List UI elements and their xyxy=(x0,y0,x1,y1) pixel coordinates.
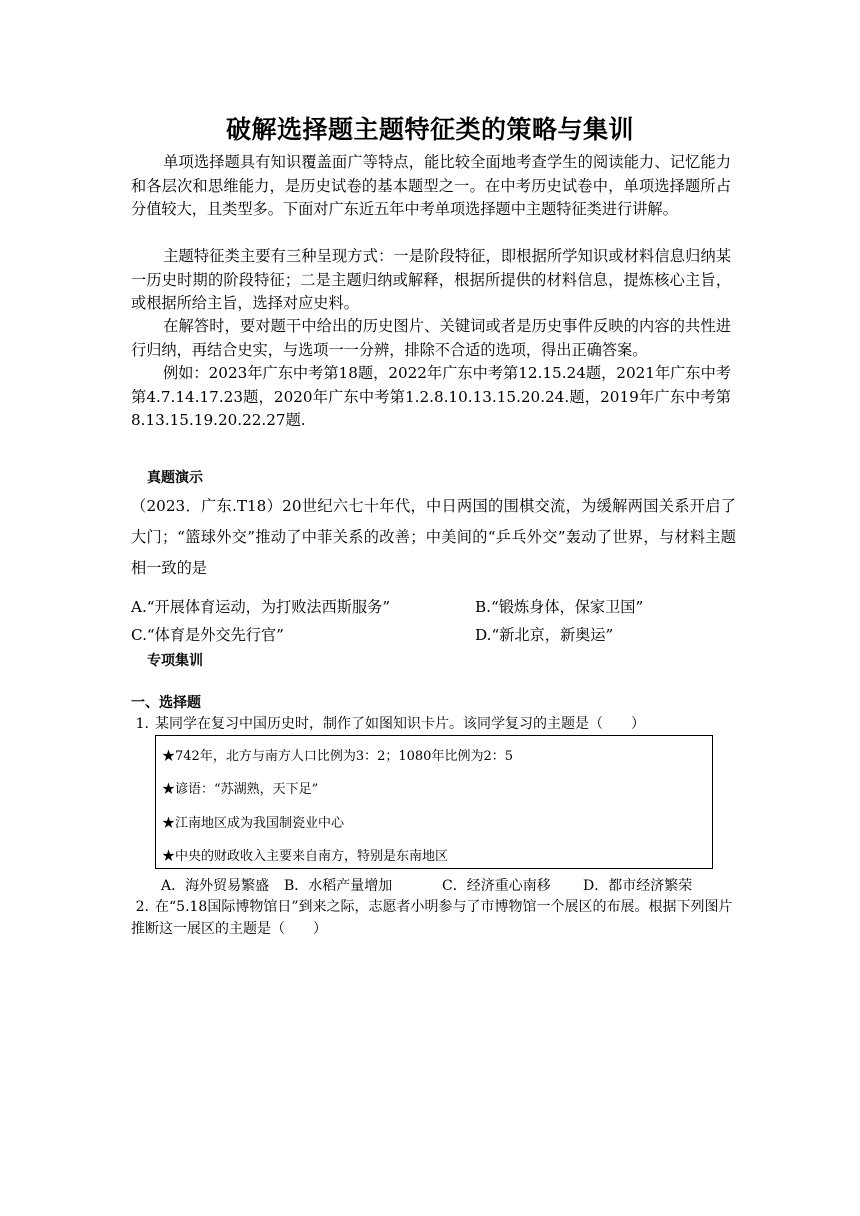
question-1-number: 1. xyxy=(135,716,149,732)
q1-option-d: D．都市经济繁荣 xyxy=(583,878,693,894)
card-line-1: ★742年，北方与南方人口比例为3：2；1080年比例为2：5 xyxy=(162,749,513,764)
question-2 xyxy=(131,896,736,940)
intro-text-1: 单项选择题具有知识覆盖面广等特点，能比较全面地考查学生的阅读能力、记忆能力和各层次和思维能力，是历史试卷的基本题型之一。在中考历史试卷中，单项选择题所占分值较大，且类型多。下面对广东近五年中考单项选择题中主题特征类进行讲解。 xyxy=(131,153,731,218)
knowledge-card xyxy=(155,735,713,869)
question-1 xyxy=(131,713,736,735)
q1-option-c: C．经济重心南移 xyxy=(442,878,551,894)
intro-text-2: 主题特征类主要有三种呈现方式：一是阶段特征，即根据所学知识或材料信息归纳某一历史时期的阶段特征；二是主题归纳或解释，根据所提供的材料信息，提炼核心主旨，或根据所给主旨，选择对应史料。 xyxy=(131,247,731,312)
demo-option-a: A.“开展体育运动，为打败法西斯服务” xyxy=(131,598,391,616)
q1-option-a: A．海外贸易繁盛 xyxy=(161,878,270,894)
question-1-stem: 某同学在复习中国历史时，制作了如图知识卡片。该同学复习的主题是（ ） xyxy=(155,716,645,732)
intro-text-3: 在解答时，要对题干中给出的历史图片、关键词或者是历史事件反映的内容的共性进行归纳，再结合史实，与选项一一分辨，排除不合适的选项，得出正确答案。 xyxy=(131,317,731,359)
section-heading: 一、选择题 xyxy=(131,695,201,711)
card-line-3: ★江南地区成为我国制瓷业中心 xyxy=(162,816,345,831)
question-2-stem: 在“5.18国际博物馆日”到来之际，志愿者小明参与了市博物馆一个展区的布展。根据下列图片推断这一展区的主题是（ ） xyxy=(131,899,733,937)
page-title: 破解选择题主题特征类的策略与集训 xyxy=(225,115,634,144)
card-line-2: ★谚语：“苏湖熟，天下足” xyxy=(162,782,319,797)
card-line-4: ★中央的财政收入主要来自南方，特别是东南地区 xyxy=(162,849,449,864)
demo-option-d: D.“新北京，新奥运” xyxy=(475,626,614,644)
intro-paragraph-1 xyxy=(131,151,731,222)
intro-paragraph-3 xyxy=(131,315,731,362)
intro-text-4: 例如：2023年广东中考第18题，2022年广东中考第12.15.24题，2021年广东中考第4.7.14.17.23题，2020年广东中考第1.2.8.10.13.15.20.24.题，2019年广东中考第8.13.15.19.20.22.27题. xyxy=(131,364,731,429)
q1-option-b: B．水稻产量增加 xyxy=(284,878,393,894)
demo-question-stem: （2023．广东.T18）20世纪六七十年代，中日两国的围棋交流，为缓解两国关系开启了大门；“篮球外交”推动了中菲关系的改善；中美间的“乒乓外交”轰动了世界，与材料主题相一致的是 xyxy=(131,497,736,577)
intro-paragraph-4 xyxy=(131,362,731,433)
demo-heading: 真题演示 xyxy=(147,470,203,486)
question-2-number: 2. xyxy=(135,899,149,915)
demo-option-c: C.“体育是外交先行官” xyxy=(131,626,284,644)
training-heading: 专项集训 xyxy=(147,653,203,669)
intro-paragraph-2 xyxy=(131,245,731,316)
demo-option-b: B.“锻炼身体，保家卫国” xyxy=(475,598,644,616)
